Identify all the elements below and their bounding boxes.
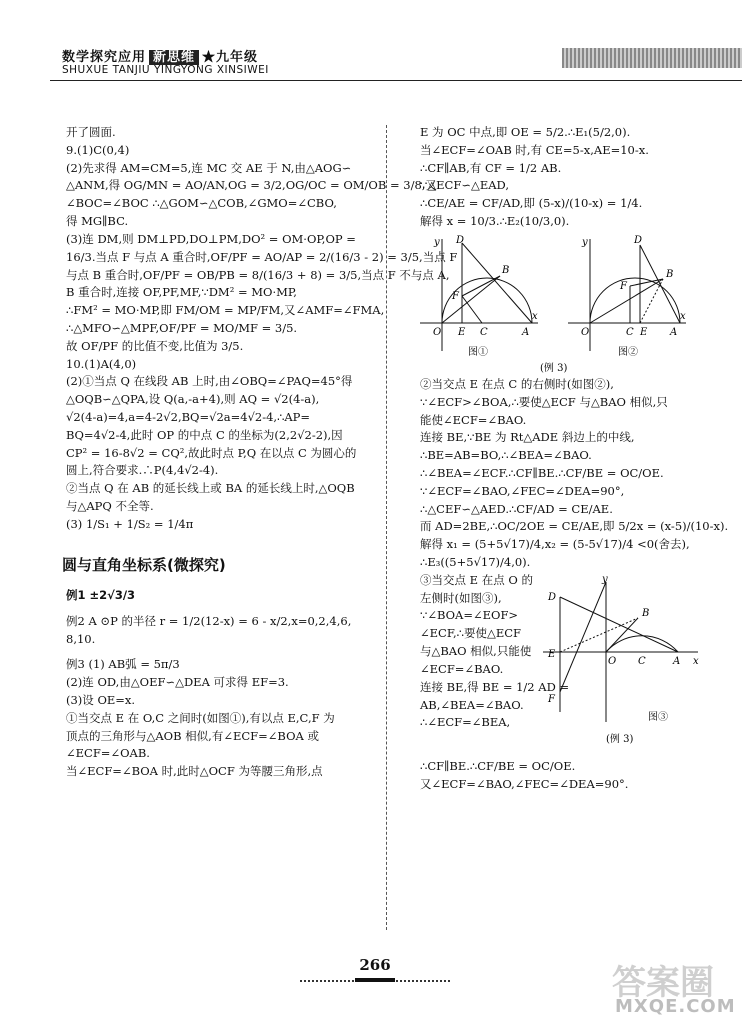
label-O: O xyxy=(608,655,617,667)
text-line: △ANM,得 OG/MN = AO/AN,OG = 3/2,OG/OC = OM/OB = 3/8,又 xyxy=(66,178,437,193)
text-line: 圆上,符合要求.∴P(4,4√2-4). xyxy=(66,463,219,478)
text-line: 左侧时(如图③), xyxy=(420,590,502,605)
label-A: A xyxy=(670,326,678,338)
text-line: BQ=4√2-4,此时 OP 的中点 C 的坐标为(2,2√2-2),因 xyxy=(66,427,343,442)
example-line: 顶点的三角形与△AOB 相似,有∠ECF=∠BOA 或 xyxy=(66,728,319,743)
label-y: y xyxy=(602,573,608,585)
text-line: 与点 B 重合时,OF/PF = OB/PB = 8/(16/3 + 8) = 3/5,当点 F 不与点 A, xyxy=(66,267,450,282)
label-E: E xyxy=(458,326,466,338)
text-line: 能使∠ECF=∠BAO. xyxy=(420,412,527,427)
label-B: B xyxy=(666,268,674,280)
label-F: F xyxy=(620,280,627,292)
text-line: ∵∠ECF>∠BOA,∴要使△ECF 与△BAO 相似,只 xyxy=(420,394,668,409)
text-line: E 为 OC 中点,即 OE = 5/2.∴E₁(5/2,0). xyxy=(420,125,631,139)
figure-3 xyxy=(538,572,708,758)
example-line: (2)连 OD,由△OEF∽△DEA 可求得 EF=3. xyxy=(66,675,289,690)
geometry-figures-1-2 xyxy=(420,231,720,376)
text-line: 当∠ECF=∠OAB 时,有 CE=5-x,AE=10-x. xyxy=(420,142,649,157)
text-line: 得 MG∥BC. xyxy=(66,214,129,229)
label-B: B xyxy=(642,607,650,619)
text-line: ∴FM² = MO·MP,即 FM/OM = MP/FM,又∠AMF=∠FMA, xyxy=(66,303,385,318)
text-line: ∵∠ECF=∠BAO,∠FEC=∠DEA=90°, xyxy=(420,483,625,498)
text-line: 解得 x = 10/3.∴E₂(10/3,0). xyxy=(420,214,570,229)
example-line: 当∠ECF=∠BOA 时,此时△OCF 为等腰三角形,点 xyxy=(66,764,323,779)
label-F: F xyxy=(452,290,459,302)
text-line: 9.(1)C(0,4) xyxy=(66,142,130,157)
title-prefix: 数学探究应用 xyxy=(62,50,147,65)
label-y: y xyxy=(582,236,588,248)
label-D: D xyxy=(548,591,557,603)
label-F: F xyxy=(548,693,555,705)
text-line: (3) 1/S₁ + 1/S₂ = 1/4π xyxy=(66,516,194,531)
column-divider xyxy=(386,125,387,930)
footer-bar xyxy=(355,978,395,982)
example-line: 例1 ±2√3/3 xyxy=(66,587,136,602)
header-decoration xyxy=(562,48,742,68)
label-x: x xyxy=(693,655,699,667)
text-line: ∵△ECF∽△EAD, xyxy=(420,178,509,193)
example-line: 例2 A ⊙P 的半径 r = 1/2(12-x) = 6 - x/2,x=0,2,4,6, xyxy=(66,613,352,628)
section-title: 圆与直角坐标系(微探究) xyxy=(62,555,226,574)
text-line: 开了圆面. xyxy=(66,125,116,139)
label-y: y xyxy=(434,236,440,248)
label-x: x xyxy=(680,310,686,322)
text-line: ∴∠ECF=∠BEA, xyxy=(420,715,511,730)
text-line: (2)①当点 Q 在线段 AB 上时,由∠OBQ=∠PAQ=45°得 xyxy=(66,374,353,389)
text-line: ∠ECF=∠BAO. xyxy=(420,661,504,676)
text-line: 10.(1)A(4,0) xyxy=(66,356,137,371)
example-caption: (例 3) xyxy=(540,362,568,374)
text-line: ∴CE/AE = CF/AD,即 (5-x)/(10-x) = 1/4. xyxy=(420,196,643,211)
semicircle xyxy=(606,636,678,652)
title-series: 新思维 xyxy=(149,50,199,65)
page-number: 266 xyxy=(359,956,391,974)
example-line: ∠ECF=∠OAB. xyxy=(66,746,150,761)
label-C: C xyxy=(626,326,634,338)
text-line: 故 OF/PF 的比值不变,比值为 3/5. xyxy=(66,338,244,353)
text-line: √2(4-a)=4,a=4-2√2,BQ=√2a=4√2-4,∴AP= xyxy=(66,410,311,424)
figures-1-2 xyxy=(420,231,720,376)
label-A: A xyxy=(673,655,681,667)
text-line: 与△BAO 相似,只能使 xyxy=(420,644,532,659)
figure-3-caption: 图③ xyxy=(648,711,668,723)
figure-1-caption: 图① xyxy=(468,346,488,358)
example-caption-2: (例 3) xyxy=(606,733,634,745)
label-E: E xyxy=(640,326,648,338)
label-D: D xyxy=(456,234,465,246)
text-line: 又∠ECF=∠BAO,∠FEC=∠DEA=90°. xyxy=(420,776,629,791)
text-line: ∠ECF,∴要使△ECF xyxy=(420,626,522,641)
text-line: ∴CF∥AB,有 CF = 1/2 AB. xyxy=(420,160,562,175)
watermark-logo: 答案圈 xyxy=(612,963,714,1003)
text-line: ∴CF∥BE.∴CF/BE = OC/OE. xyxy=(420,758,576,773)
example-line: 8,10. xyxy=(66,631,96,646)
text-line: (2)先求得 AM=CM=5,连 MC 交 AE 于 N,由△AOG∽ xyxy=(66,160,352,175)
label-B: B xyxy=(502,264,510,276)
text-line: ②当交点 E 在点 C 的右侧时(如图②), xyxy=(420,376,614,391)
watermark-url: MXQE.COM xyxy=(615,996,736,1017)
text-line: 连接 BE,得 BE = 1/2 AD = xyxy=(420,679,570,694)
title-grade: 九年级 xyxy=(216,50,259,65)
label-C: C xyxy=(638,655,646,667)
label-C: C xyxy=(480,326,488,338)
label-O: O xyxy=(581,326,590,338)
text-line: 16/3.当点 F 与点 A 重合时,OF/PF = AO/AP = 2/(16/3 - 2) = 3/5,当点 F xyxy=(66,249,458,264)
text-line: 与△APQ 不全等. xyxy=(66,499,154,514)
text-line: 解得 x₁ = (5+5√17)/4,x₂ = (5-5√17)/4 <0(舍去), xyxy=(420,537,690,552)
text-line: ∴△MFO∽△MPF,OF/PF = MO/MF = 3/5. xyxy=(66,320,298,335)
book-title xyxy=(62,46,258,65)
label-A: A xyxy=(522,326,530,338)
text-line: B 重合时,连接 OF,PF,MF,∵DM² = MO·MP, xyxy=(66,285,297,300)
text-line: ∴BE=AB=BO,∴∠BEA=∠BAO. xyxy=(420,448,592,463)
header-rule xyxy=(50,80,742,81)
text-line: ∴∠BEA=∠ECF.∴CF∥BE.∴CF/BE = OC/OE. xyxy=(420,465,664,480)
case-3-block xyxy=(420,572,720,758)
text-line: CP² = 16-8√2 = CQ²,故此时点 P,Q 在以点 C 为圆心的 xyxy=(66,445,357,460)
left-column xyxy=(62,124,458,781)
text-line: △OQB∽△QPA,设 Q(a,-a+4),则 AQ = √2(4-a), xyxy=(66,392,320,407)
text-line: AB,∠BEA=∠BAO. xyxy=(420,697,524,712)
example-line: (3)设 OE=x. xyxy=(66,693,136,707)
text-line: ∵∠BOA=∠EOF> xyxy=(420,608,519,623)
text-line: (3)连 DM,则 DM⊥PD,DO⊥PM,DO² = OM·OP,OP = xyxy=(66,231,356,246)
figure-2-caption: 图② xyxy=(618,346,638,358)
book-subtitle: SHUXUE TANJIU YINGYONG XINSIWEI xyxy=(62,64,269,76)
text-line: 而 AD=2BE,∴OC/2OE = CE/AE,即 5/2x = (x-5)/(10-x). xyxy=(420,519,729,534)
label-x: x xyxy=(532,310,538,322)
example-line: ①当交点 E 在 O,C 之间时(如图①),有以点 E,C,F 为 xyxy=(66,710,335,725)
text-line: ∠BOC=∠BOC ∴△GOM∽△COB,∠GMO=∠CBO, xyxy=(66,196,337,211)
text-line: ∴△CEF∽△AED.∴CF/AD = CE/AE. xyxy=(420,501,613,516)
right-column xyxy=(420,124,729,793)
text-line: 连接 BE,∵BE 为 Rt△ADE 斜边上的中线, xyxy=(420,430,635,445)
label-D: D xyxy=(634,234,643,246)
label-O: O xyxy=(433,326,442,338)
text-line: ∴E₃((5+5√17)/4,0). xyxy=(420,555,531,569)
label-E: E xyxy=(548,648,556,660)
text-line: ③当交点 E 在点 O 的 xyxy=(420,572,533,587)
example-line: 例3 (1) AB弧 = 5π/3 xyxy=(66,657,180,672)
text-line: ②当点 Q 在 AB 的延长线上或 BA 的延长线上时,△OQB xyxy=(66,481,355,496)
star-icon: ★ xyxy=(202,50,217,65)
